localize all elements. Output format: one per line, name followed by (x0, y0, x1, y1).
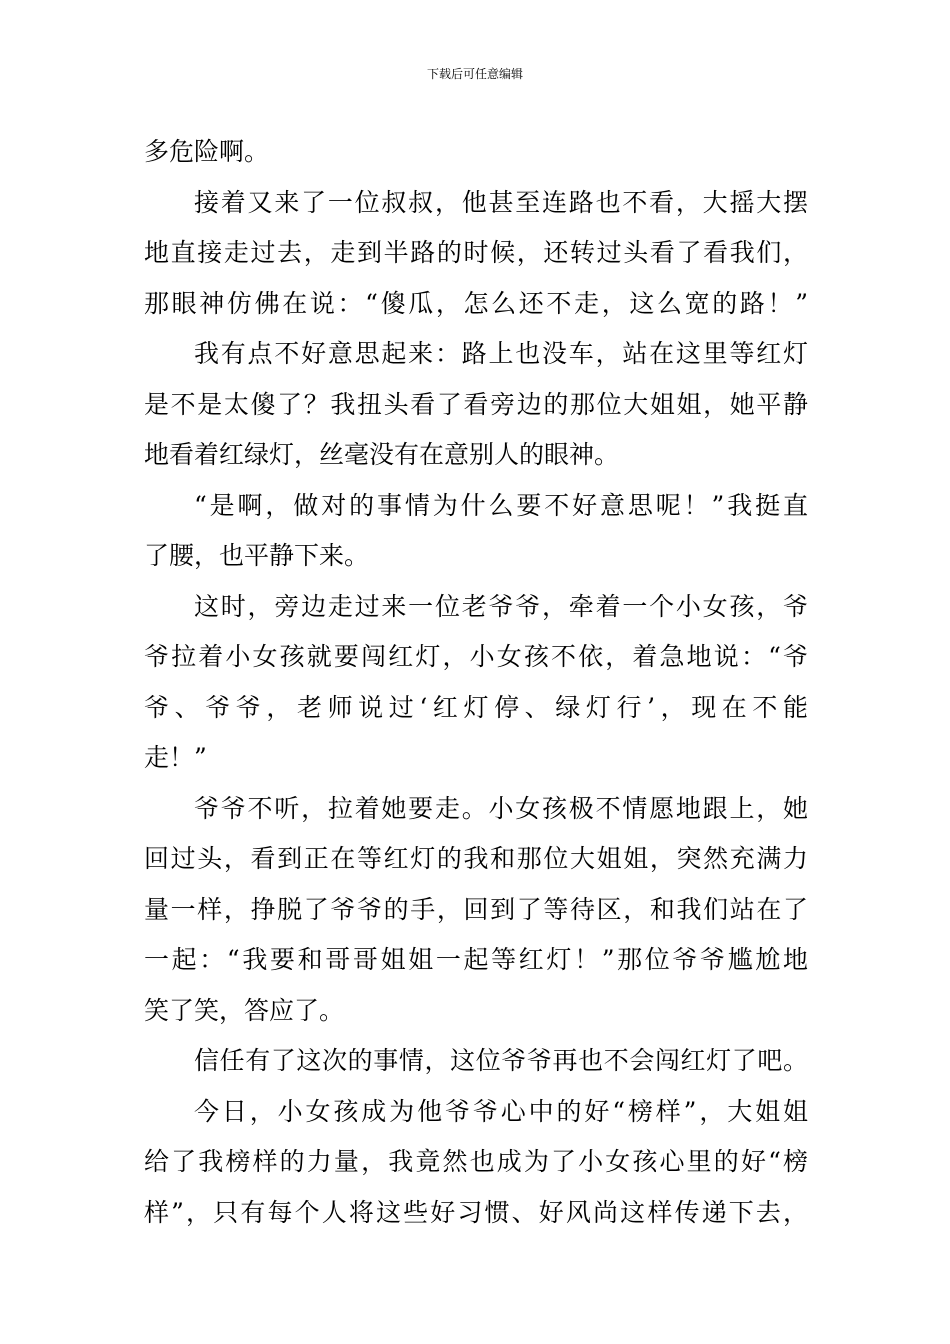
text-line: 量一样，挣脱了爷爷的手，回到了等待区，和我们站在了 (144, 894, 808, 924)
text-line: 给了我榜样的力量，我竟然也成为了小女孩心里的好“榜 (144, 1147, 808, 1176)
body-text (144, 127, 808, 1238)
text-line: 回过头，看到正在等红灯的我和那位大姐姐，突然充满力 (144, 844, 808, 873)
text-line: 走！” (144, 743, 207, 772)
text-line: 这时，旁边走过来一位老爷爷，牵着一个小女孩，爷 (194, 591, 808, 621)
text-line: 信任有了这次的事情，这位爷爷再也不会闯红灯了吧。 (194, 1046, 808, 1075)
text-line: 多危险啊。 (144, 137, 270, 166)
text-line: 那眼神仿佛在说：“傻瓜，怎么还不走，这么宽的路！” (144, 288, 808, 318)
text-line: “是啊，做对的事情为什么要不好意思呢！”我挺直 (194, 490, 808, 520)
text-line: 爷拉着小女孩就要闯红灯，小女孩不依，着急地说：“爷 (144, 642, 808, 671)
text-line: 地看着红绿灯，丝毫没有在意别人的眼神。 (144, 440, 620, 469)
text-line: 笑了笑，答应了。 (144, 995, 345, 1025)
text-line: 了腰，也平静下来。 (144, 541, 370, 570)
text-line: 一起：“我要和哥哥姐姐一起等红灯！”那位爷爷尴尬地 (144, 945, 808, 974)
text-line: 样”，只有每个人将这些好习惯、好风尚这样传递下去， (144, 1197, 808, 1227)
text-line: 今日，小女孩成为他爷爷心中的好“榜样”，大姐姐 (194, 1096, 808, 1126)
text-line: 爷爷不听，拉着她要走。小女孩极不情愿地跟上，她 (194, 793, 808, 823)
text-line: 是不是太傻了？我扭头看了看旁边的那位大姐姐，她平静 (144, 389, 808, 419)
page-header: 下载后可任意编辑 (426, 67, 523, 81)
text-line: 爷、爷爷，老师说过‘红灯停、绿灯行’，现在不能 (144, 692, 808, 722)
text-line: 接着又来了一位叔叔，他甚至连路也不看，大摇大摆 (194, 187, 808, 217)
text-line: 地直接走过去，走到半路的时候，还转过头看了看我们， (144, 238, 808, 267)
text-line: 我有点不好意思起来：路上也没车，站在这里等红灯 (194, 339, 808, 368)
